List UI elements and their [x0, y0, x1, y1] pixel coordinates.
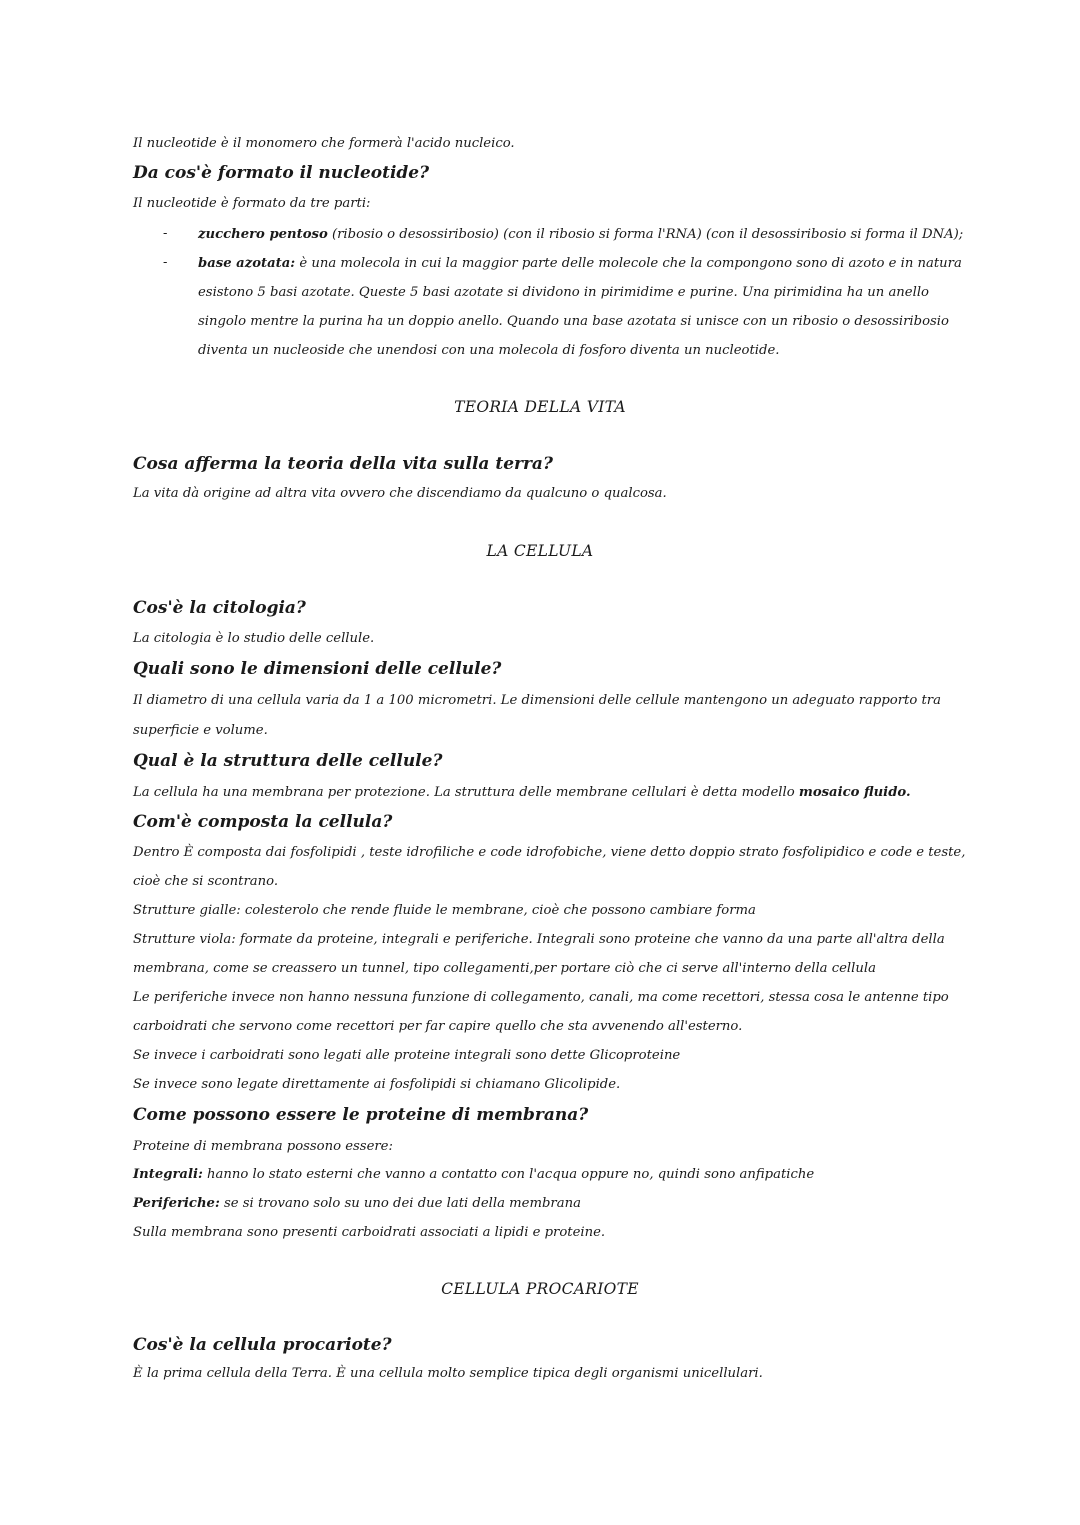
section-heading: TEORIA DELLA VITA [454, 398, 626, 416]
question-heading: Da cos'è formato il nucleotide? [133, 163, 430, 183]
question-heading: Cosa afferma la teoria della vita sulla terra? [133, 454, 553, 474]
section-heading: LA CELLULA [486, 542, 594, 560]
list-item-text: (ribosio o desossiribosio) (con il ribosio si forma l'RNA) (con il desossiribosio si forma il DNA); [327, 227, 964, 242]
bold-term: mosaico fluido. [798, 785, 911, 800]
text-line: singolo mentre la purina ha un doppio anello. Quando una base azotata si unisce con un ribosio o desossiribosio [198, 314, 949, 329]
question-heading: Cos'è la citologia? [133, 598, 306, 618]
text-line: superficie e volume. [133, 723, 268, 738]
text-line: cioè che si scontrano. [133, 874, 279, 889]
question-heading: Com'è composta la cellula? [133, 812, 393, 832]
bold-term: zucchero pentoso [198, 227, 328, 242]
question-heading: Qual è la struttura delle cellule? [133, 751, 443, 771]
list-item [198, 226, 964, 244]
text-line: Le periferiche invece non hanno nessuna funzione di collegamento, canali, ma come recettori, stessa cosa le antenne tipo [133, 990, 949, 1005]
text-line: Sulla membrana sono presenti carboidrati associati a lipidi e proteine. [133, 1225, 606, 1240]
bold-term: base azotata: [198, 256, 296, 271]
text-span: hanno lo stato esterni che vanno a contatto con l'acqua oppure no, quindi sono anfipatiche [202, 1167, 815, 1182]
text-line: Proteine di membrana possono essere: [133, 1139, 393, 1154]
bullet-mark: - [163, 226, 168, 241]
question-heading: Quali sono le dimensioni delle cellule? [133, 659, 502, 679]
question-heading: Cos'è la cellula procariote? [133, 1335, 392, 1355]
bold-term: Integrali: [133, 1167, 203, 1182]
text-line: membrana, come se creassero un tunnel, tipo collegamenti,per portare ciò che ci serve all'interno della cellula [133, 961, 876, 976]
text-line: Strutture gialle: colesterolo che rende fluide le membrane, cioè che possono cambiare forma [133, 903, 756, 918]
section-heading: CELLULA PROCARIOTE [441, 1280, 639, 1298]
text-line: Se invece i carboidrati sono legati alle proteine integrali sono dette Glicoproteine [133, 1048, 681, 1063]
list-item [198, 255, 960, 273]
text-line: Strutture viola: formate da proteine, integrali e periferiche. Integrali sono proteine che vanno da una parte all'altra della [133, 932, 945, 947]
text-line: esistono 5 basi azotate. Queste 5 basi azotate si dividono in pirimidime e purine. Una pirimidina ha un anello [198, 285, 929, 300]
text-line: Il diametro di una cellula varia da 1 a 100 micrometri. Le dimensioni delle cellule mantengono un adeguato rapporto tra [133, 693, 941, 708]
text-line: Il nucleotide è il monomero che formerà l'acido nucleico. [133, 136, 515, 151]
text-line: diventa un nucleoside che unendosi con una molecola di fosforo diventa un nucleotide. [198, 343, 780, 358]
text-line: Se invece sono legate direttamente ai fosfolipidi si chiamano Glicolipide. [133, 1077, 621, 1092]
text-line [133, 1195, 960, 1213]
text-line: La vita dà origine ad altra vita ovvero che discendiamo da qualcuno o qualcosa. [133, 486, 667, 501]
text-line: Dentro È composta dai fosfolipidi , teste idrofiliche e code idrofobiche, viene detto doppio strato fosfolipidico e code e teste, [133, 845, 966, 860]
bold-term: Periferiche: [133, 1196, 220, 1211]
text-line: Il nucleotide è formato da tre parti: [133, 196, 371, 211]
text-line [133, 1166, 960, 1184]
list-item-text: è una molecola in cui la maggior parte delle molecole che la compongono sono di azoto e in natura [295, 256, 962, 271]
question-heading: Come possono essere le proteine di membrana? [133, 1105, 589, 1125]
text-line: È la prima cellula della Terra. È una cellula molto semplice tipica degli organismi unicellulari. [133, 1366, 763, 1381]
text-line [133, 784, 960, 802]
bullet-mark: - [163, 255, 168, 270]
text-span: se si trovano solo su uno dei due lati della membrana [219, 1196, 581, 1211]
text-line: La citologia è lo studio delle cellule. [133, 631, 375, 646]
text-span: La cellula ha una membrana per protezione. La struttura delle membrane cellulari è detta modello [133, 785, 799, 800]
text-line: carboidrati che servono come recettori per far capire quello che sta avvenendo all'esterno. [133, 1019, 743, 1034]
